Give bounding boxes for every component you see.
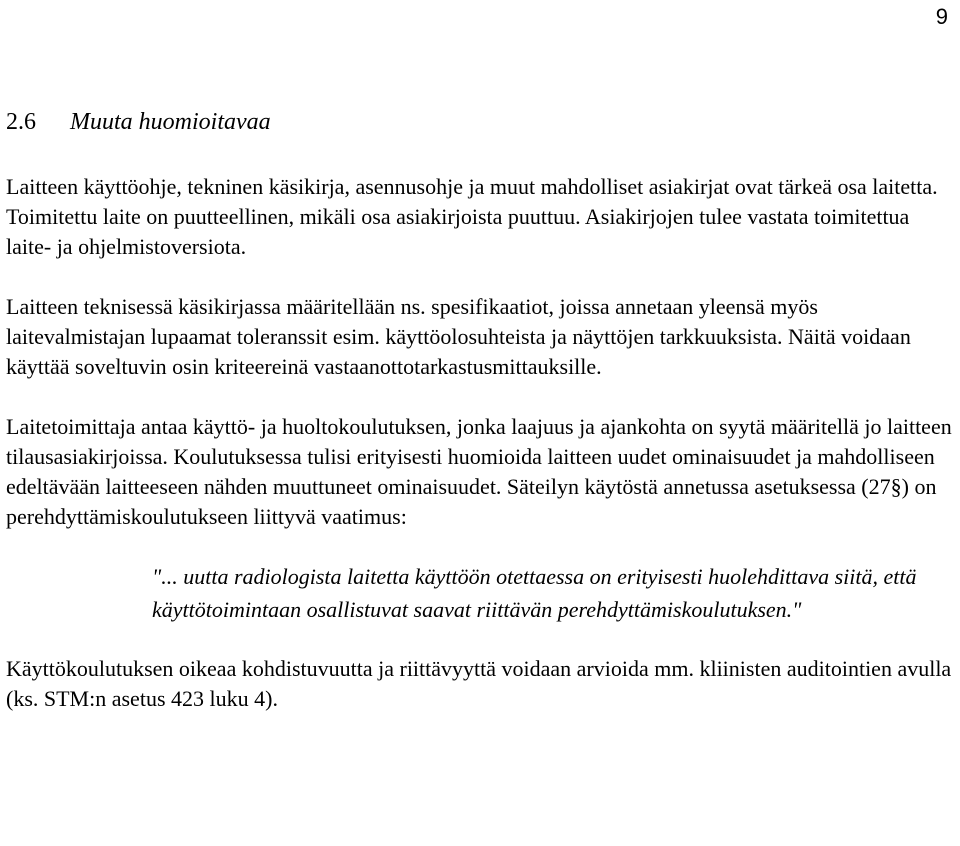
document-body bbox=[6, 108, 954, 744]
paragraph-closing: Käyttökoulutuksen oikeaa kohdistuvuutta ja riittävyyttä voidaan arvioida mm. kliinisten auditointien avulla (ks. STM:n asetus 423 luku 4). bbox=[6, 656, 952, 711]
paragraph-documents: Laitteen käyttöohje, tekninen käsikirja, asennusohje ja muut mahdolliset asiakirjat ovat tärkeä osa laitetta. Toimitettu laite on puutteellinen, mikäli osa asiakirjoista puuttuu. Asiakirjojen tulee vastata toimitettua laite- ja ohjelmistoversiota. bbox=[6, 174, 938, 259]
section-heading bbox=[6, 108, 954, 136]
paragraph-specifications: Laitteen teknisessä käsikirjassa määritellään ns. spesifikaatiot, joissa annetaan yleensä myös laitevalmistajan lupaamat toleranssit esim. käyttöolosuhteista ja näyttöjen tarkkuuksista. Näitä voidaan käyttää soveltuvin osin kriteereinä vastaanottotarkastusmittauksille. bbox=[6, 294, 911, 379]
regulation-quote: "... uutta radiologista laitetta käyttöön otettaessa on erityisesti huolehdittava siitä, että käyttötoimintaan osallistuvat saavat riittävän perehdyttämiskoulutuksen." bbox=[152, 564, 917, 622]
paragraph-training: Laitetoimittaja antaa käyttö- ja huoltokoulutuksen, jonka laajuus ja ajankohta on syytä määritellä jo laitteen tilausasiakirjoissa. Koulutuksessa tulisi erityisesti huomioida laitteen uudet ominaisuudet ja mahdolliseen edeltävään laitteeseen nähden muuttuneet ominaisuudet. Säteilyn käytöstä annetussa asetuksessa (27§) on perehdyttämiskoulutukseen liittyvä vaatimus: bbox=[6, 414, 952, 529]
section-number: 2.6 bbox=[6, 109, 36, 135]
page-number: 9 bbox=[935, 4, 948, 29]
section-title: Muuta huomioitavaa bbox=[70, 109, 271, 135]
